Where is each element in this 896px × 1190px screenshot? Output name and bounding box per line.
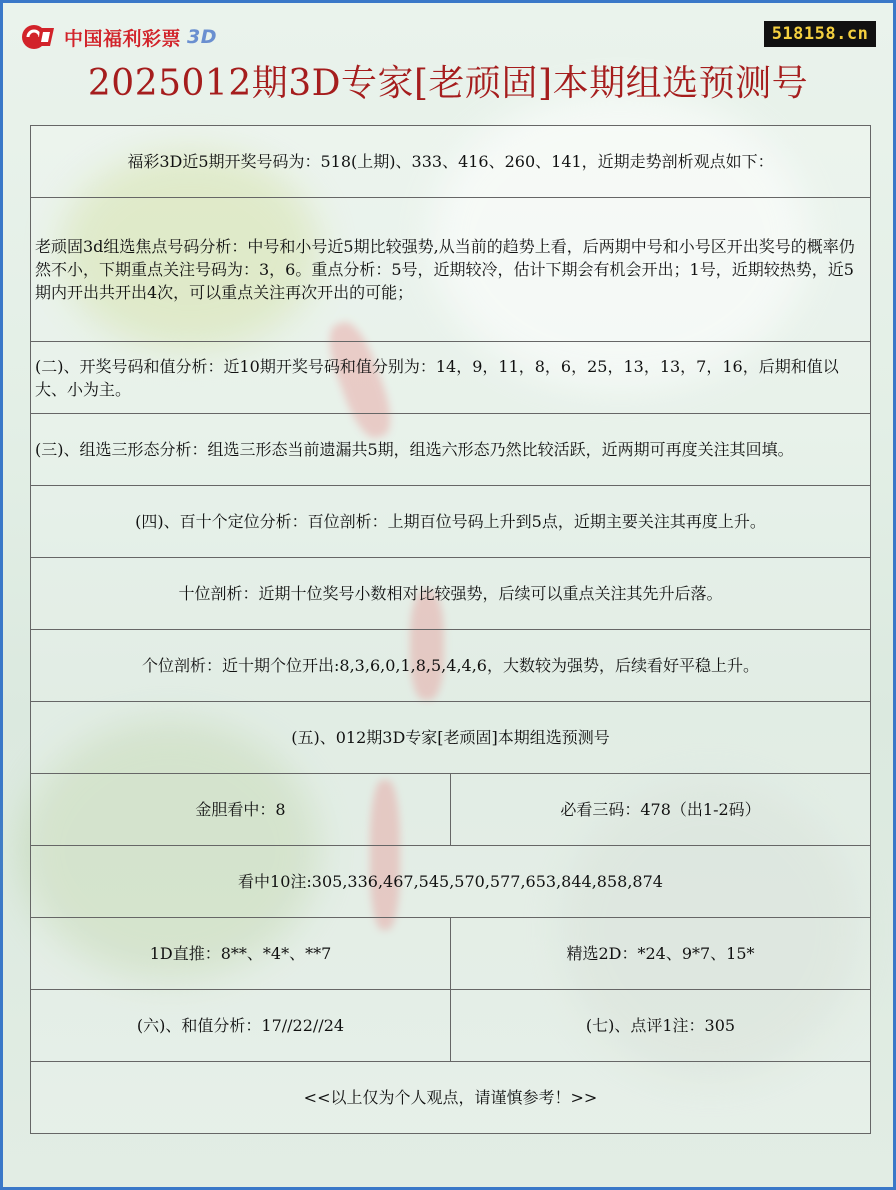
must-three-cell: 必看三码：478（出1-2码） <box>451 774 871 846</box>
intro-cell: 福彩3D近5期开奖号码为：518(上期)、333、416、260、141，近期走势剖析观点如下： <box>31 126 871 198</box>
table-row <box>31 846 871 918</box>
logo-text: 中国福利彩票 <box>64 27 182 50</box>
page-title: 2025012期3D专家[老顽固]本期组选预测号 <box>87 63 809 104</box>
tens-analysis-cell: 十位剖析：近期十位奖号小数相对比较强势，后续可以重点关注其先升后落。 <box>31 558 871 630</box>
focus-analysis-cell: 老顽固3d组选焦点号码分析：中号和小号近5期比较强势,从当前的趋势上看，后两期中号和小号区开出奖号的概率仍然不小，下期重点关注号码为：3，6。重点分析：5号，近期较冷，估计下期会有机会开出；1号，近期较热势，近5期内开出共开出4次，可以重点关注再次开出的可能； <box>31 198 871 342</box>
lottery-logo-icon <box>20 22 60 52</box>
table-row <box>31 414 871 486</box>
welfare-lottery-logo[interactable] <box>20 22 217 52</box>
group-three-cell: (三)、组选三形态分析：组选三形态当前遗漏共5期，组选六形态乃然比较活跃，近两期可再度关注其回填。 <box>31 414 871 486</box>
prediction-table <box>30 125 871 1134</box>
position-analysis-cell: (四)、百十个定位分析：百位剖析：上期百位号码上升到5点，近期主要关注其再度上升。 <box>31 486 871 558</box>
table-row <box>31 1062 871 1134</box>
table-row <box>31 918 871 990</box>
table-row <box>31 558 871 630</box>
sum-value-cell: (二)、开奖号码和值分析：近10期开奖号码和值分别为：14，9，11，8，6，25，13，13，7，16，后期和值以大、小为主。 <box>31 342 871 414</box>
direct-1d-cell: 1D直推：8**、*4*、**7 <box>31 918 451 990</box>
comment-cell: (七)、点评1注：305 <box>451 990 871 1062</box>
sum-analysis-cell: (六)、和值分析：17//22//24 <box>31 990 451 1062</box>
units-analysis-cell: 个位剖析：近十期个位开出:8,3,6,0,1,8,5,4,4,6，大数较为强势，后续看好平稳上升。 <box>31 630 871 702</box>
ten-bets-cell: 看中10注:305,336,467,545,570,577,653,844,858,874 <box>31 846 871 918</box>
table-row <box>31 990 871 1062</box>
gold-cell: 金胆看中：8 <box>31 774 451 846</box>
table-row <box>31 486 871 558</box>
table-row <box>31 630 871 702</box>
table-row <box>31 702 871 774</box>
disclaimer-cell: <<以上仅为个人观点，请谨慎参考！>> <box>31 1062 871 1134</box>
table-row <box>31 774 871 846</box>
site-badge[interactable]: 518158.cn <box>764 21 876 47</box>
select-2d-cell: 精选2D：*24、9*7、15* <box>451 918 871 990</box>
table-row <box>31 126 871 198</box>
prediction-heading-cell: (五)、012期3D专家[老顽固]本期组选预测号 <box>31 702 871 774</box>
logo-3d-text: 3D <box>187 26 218 48</box>
table-row <box>31 342 871 414</box>
table-row <box>31 198 871 342</box>
